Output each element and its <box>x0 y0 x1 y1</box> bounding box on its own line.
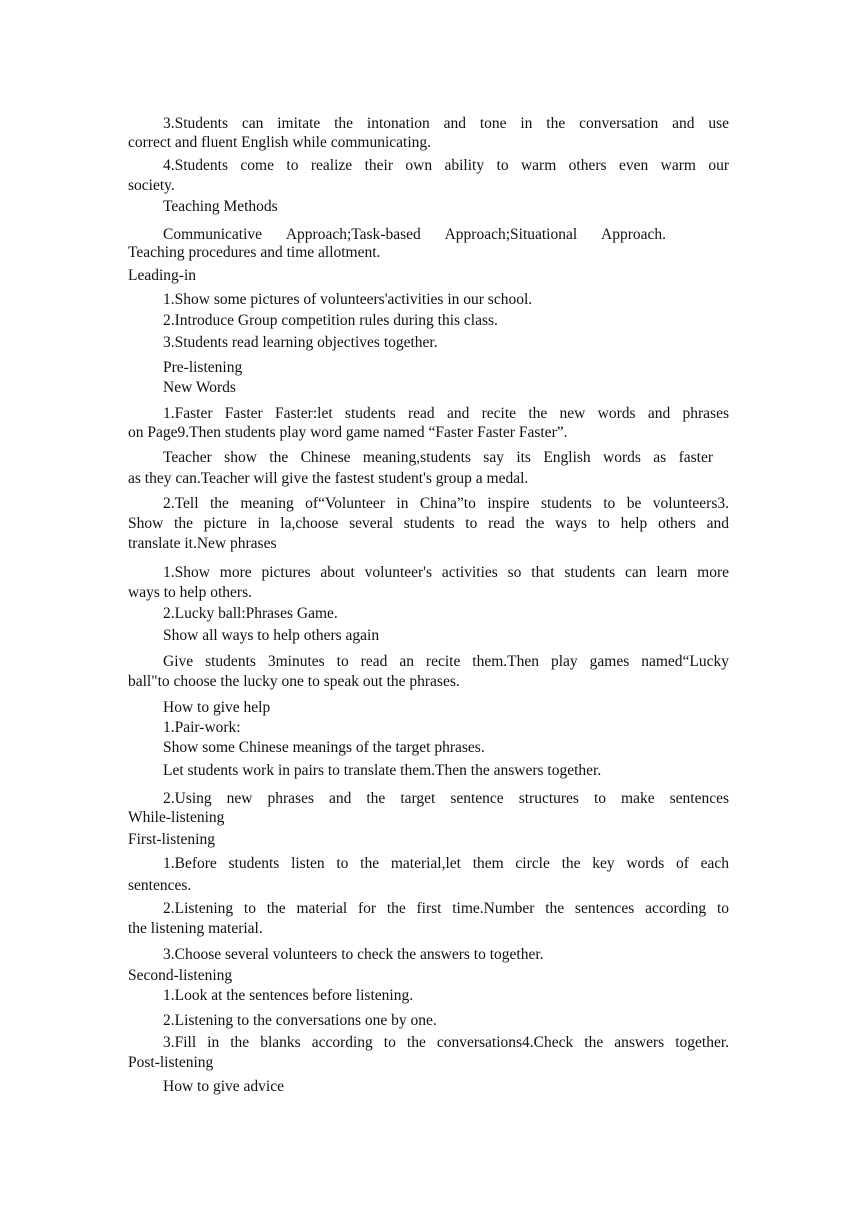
text-line: 3.Students can imitate the intonation and tone in the conversation and use <box>163 115 729 132</box>
section-heading: While-listening <box>128 809 225 826</box>
text-line: 1.Before students listen to the material,let them circle the key words of each <box>163 855 729 872</box>
text-line: the listening material. <box>128 920 263 937</box>
text-line: Communicative Approach;Task-based Approach;Situational Approach. <box>163 226 666 243</box>
text-line: 3.Students read learning objectives together. <box>163 334 438 351</box>
text-line: 4.Students come to realize their own ability to warm others even warm our <box>163 157 729 174</box>
text-line: Show the picture in la,choose several students to read the ways to help others and <box>128 515 729 532</box>
text-line: 2.Listening to the material for the first time.Number the sentences according to <box>163 900 729 917</box>
text-line: correct and fluent English while communicating. <box>128 134 432 151</box>
text-line: 1.Look at the sentences before listening. <box>163 987 414 1004</box>
text-line: sentences. <box>128 877 192 894</box>
text-line: 2.Introduce Group competition rules during this class. <box>163 312 498 329</box>
text-line: 3.Choose several volunteers to check the answers to together. <box>163 946 544 963</box>
text-line: Show all ways to help others again <box>163 627 380 644</box>
text-line: translate it.New phrases <box>128 535 277 552</box>
text-line: ways to help others. <box>128 584 252 601</box>
text-line: Give students 3minutes to read an recite them.Then play games named“Lucky <box>163 653 729 670</box>
text-line: 1.Show more pictures about volunteer's activities so that students can learn more <box>163 564 729 581</box>
section-heading: New Words <box>163 379 236 396</box>
text-line: Teacher show the Chinese meaning,students say its English words as faster <box>163 449 713 466</box>
section-heading: How to give advice <box>163 1078 284 1095</box>
section-heading: How to give help <box>163 699 271 716</box>
text-line: 1.Pair-work: <box>163 719 241 736</box>
text-line: Let students work in pairs to translate them.Then the answers together. <box>163 762 602 779</box>
text-line: 1.Faster Faster Faster:let students read and recite the new words and phrases <box>163 405 729 422</box>
section-heading: Teaching procedures and time allotment. <box>128 244 381 261</box>
text-line: Show some Chinese meanings of the target phrases. <box>163 739 485 756</box>
section-heading: Second-listening <box>128 967 233 984</box>
text-line: 1.Show some pictures of volunteers'activities in our school. <box>163 291 533 308</box>
text-line: ball"to choose the lucky one to speak out the phrases. <box>128 673 460 690</box>
text-line: as they can.Teacher will give the fastest student's group a medal. <box>128 470 529 487</box>
text-line: 2.Tell the meaning of“Volunteer in China”to inspire students to be volunteers3. <box>163 495 729 512</box>
text-line: 3.Fill in the blanks according to the conversations4.Check the answers together. <box>163 1034 729 1051</box>
section-heading: First-listening <box>128 831 215 848</box>
text-line: on Page9.Then students play word game named “Faster Faster Faster”. <box>128 424 568 441</box>
text-line: 2.Listening to the conversations one by one. <box>163 1012 437 1029</box>
section-heading: Leading-in <box>128 267 197 284</box>
section-heading: Post-listening <box>128 1054 214 1071</box>
section-heading: Pre-listening <box>163 359 243 376</box>
text-line: 2.Lucky ball:Phrases Game. <box>163 605 338 622</box>
text-line: 2.Using new phrases and the target sentence structures to make sentences <box>163 790 729 807</box>
section-heading: Teaching Methods <box>163 198 278 215</box>
text-line: society. <box>128 177 175 194</box>
